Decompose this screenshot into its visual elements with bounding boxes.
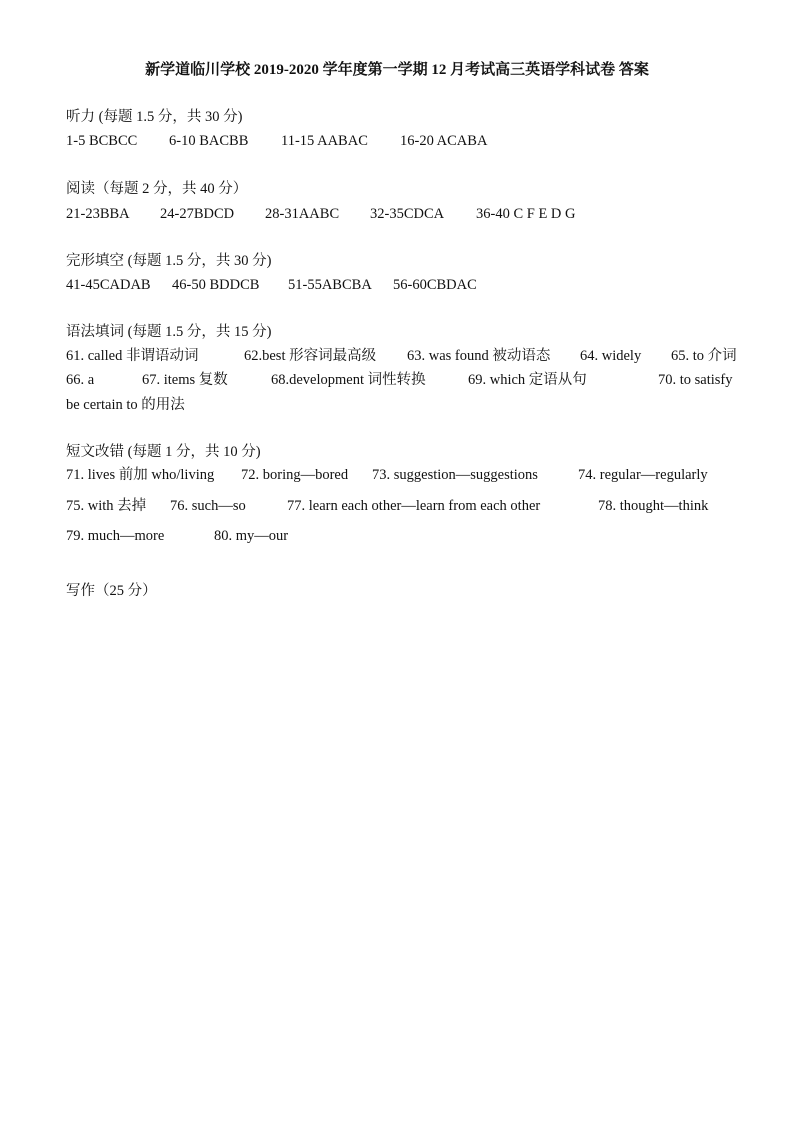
cloze-heading: 完形填空 (每题 1.5 分，共 30 分) [66, 253, 272, 269]
correction-heading: 短文改错 (每题 1 分，共 10 分) [66, 444, 261, 460]
answer-group: 51-55ABCBA [288, 277, 372, 293]
answer-group: 16-20 ACABA [400, 133, 488, 149]
answer-item: 72. boring—bored [241, 467, 349, 483]
answer-item: 76. such—so [170, 498, 246, 514]
answer-group: 24-27BDCD [160, 206, 235, 222]
grammar-row [66, 396, 185, 432]
answer-item: 77. learn each other—learn from each other [287, 498, 541, 514]
correction-row [66, 527, 289, 581]
answer-item: 63. was found 被动语态 [407, 348, 551, 364]
grammar-heading: 语法填词 (每题 1.5 分，共 15 分) [66, 324, 272, 340]
answer-item: 79. much—more [66, 528, 165, 544]
writing-heading: 写作（25 分） [66, 583, 157, 599]
answer-item: 68.development 词性转换 [271, 372, 426, 388]
answer-item: 78. thought—think [598, 498, 709, 514]
answer-item: 75. with 去掉 [66, 498, 147, 514]
answer-group: 41-45CADAB [66, 277, 151, 293]
answer-item: 70. to satisfy [658, 372, 733, 388]
answer-item: 65. to 介词 [671, 348, 737, 364]
answer-group: 32-35CDCA [370, 206, 445, 222]
answer-item: 80. my—our [214, 528, 289, 544]
answer-item: 64. widely [580, 348, 642, 364]
answer-item: 74. regular—regularly [578, 467, 708, 483]
answer-group: 36-40 C F E D G [476, 206, 576, 222]
answer-group: 6-10 BACBB [169, 133, 249, 149]
listening-heading: 听力 (每题 1.5 分，共 30 分) [66, 109, 243, 125]
answer-group: 28-31AABC [265, 206, 340, 222]
answer-item: 73. suggestion—suggestions [372, 467, 538, 483]
answer-item: be certain to 的用法 [66, 397, 185, 413]
answer-item: 61. called 非谓语动词 [66, 348, 199, 364]
answer-group: 11-15 AABAC [281, 133, 368, 149]
answer-group: 1-5 BCBCC [66, 133, 138, 149]
reading-heading: 阅读（每题 2 分，共 40 分） [66, 181, 248, 197]
answer-item: 71. lives 前加 who/living [66, 467, 215, 483]
answer-item: 66. a [66, 372, 95, 388]
answer-group: 46-50 BDDCB [172, 277, 260, 293]
answer-group: 56-60CBDAC [393, 277, 477, 293]
page-title: 新学道临川学校 2019-2020 学年度第一学期 12 月考试高三英语学科试卷 答案 [145, 62, 649, 78]
answer-item: 67. items 复数 [142, 372, 228, 388]
answer-item: 62.best 形容词最高级 [244, 348, 377, 364]
answer-group: 21-23BBA [66, 206, 130, 222]
answer-item: 69. which 定语从句 [468, 372, 587, 388]
